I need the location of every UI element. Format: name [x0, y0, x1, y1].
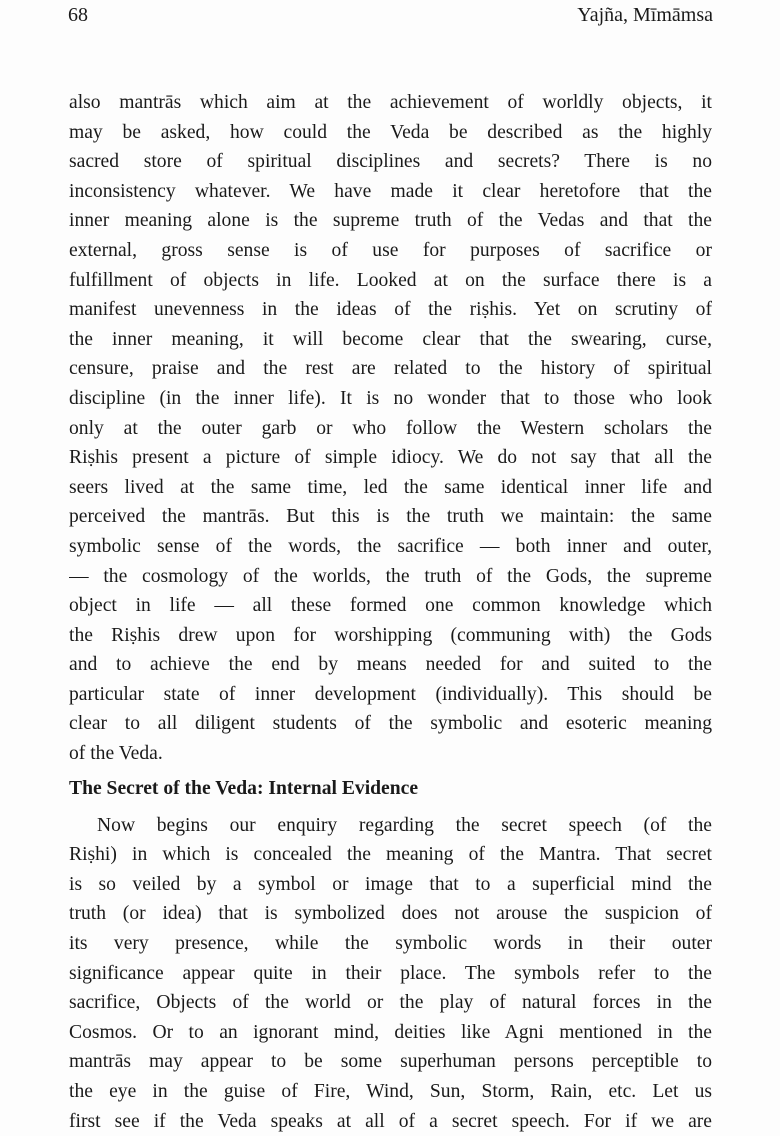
text-line: may be asked, how could the Veda be described as the highly [69, 121, 712, 143]
text-line: of the Veda. [69, 743, 163, 765]
text-line: — the cosmology of the worlds, the truth of the Gods, the supreme [69, 565, 712, 587]
text-line: only at the outer garb or who follow the Western scholars the [69, 417, 712, 439]
text-line: Riṣhi) in which is concealed the meaning of the Mantra. That secret [69, 844, 712, 866]
text-line: fulfillment of objects in life. Looked at on the surface there is a [69, 269, 712, 291]
text-line: manifest unevenness in the ideas of the riṣhis. Yet on scrutiny of [69, 299, 712, 321]
text-line: symbolic sense of the words, the sacrifice — both inner and outer, [69, 535, 712, 557]
text-line: mantrās may appear to be some superhuman persons perceptible to [69, 1051, 712, 1073]
text-line: and to achieve the end by means needed for and suited to the [69, 654, 712, 676]
text-line: inconsistency whatever. We have made it clear heretofore that the [69, 180, 712, 202]
text-line: sacred store of spiritual disciplines and secrets? There is no [69, 151, 712, 173]
page-number: 68 [68, 4, 88, 26]
text-line: discipline (in the inner life). It is no wonder that to those who look [69, 387, 712, 409]
text-line: seers lived at the same time, led the same identical inner life and [69, 476, 712, 498]
running-head [68, 0, 713, 30]
text-line: the inner meaning, it will become clear that the swearing, curse, [69, 328, 712, 350]
text-line: Cosmos. Or to an ignorant mind, deities like Agni mentioned in the [69, 1021, 712, 1043]
text-line: inner meaning alone is the supreme truth of the Vedas and that the [69, 210, 712, 232]
text-line: first see if the Veda speaks at all of a secret speech. For if we are [69, 1110, 712, 1132]
text-line: Now begins our enquiry regarding the secret speech (of the [97, 814, 712, 836]
text-line: significance appear quite in their place. The symbols refer to the [69, 962, 712, 984]
text-line: is so veiled by a symbol or image that to a superficial mind the [69, 873, 712, 895]
text-line: particular state of inner development (individually). This should be [69, 683, 712, 705]
text-line: clear to all diligent students of the symbolic and esoteric meaning [69, 713, 712, 735]
text-line: the eye in the guise of Fire, Wind, Sun, Storm, Rain, etc. Let us [69, 1081, 712, 1102]
text-line: perceived the mantrās. But this is the truth we maintain: the same [69, 506, 712, 528]
text-line: censure, praise and the rest are related to the history of spiritual [69, 358, 712, 380]
running-title: Yajña, Mīmāmsa [577, 4, 713, 26]
text-line: the Riṣhis drew upon for worshipping (communing with) the Gods [69, 624, 712, 646]
section-heading: The Secret of the Veda: Internal Evidence [69, 777, 419, 799]
page-body [69, 88, 712, 1136]
text-line: also mantrās which aim at the achievement of worldly objects, it [69, 92, 712, 113]
paragraph [69, 88, 712, 769]
paragraph [69, 811, 712, 1136]
text-line: Riṣhis present a picture of simple idiocy. We do not say that all the [69, 447, 712, 469]
text-line: its very presence, while the symbolic words in their outer [69, 933, 712, 955]
text-line: sacrifice, Objects of the world or the play of natural forces in the [69, 992, 712, 1014]
text-line: truth (or idea) that is symbolized does not arouse the suspicion of [69, 903, 712, 925]
text-line: external, gross sense is of use for purposes of sacrifice or [69, 239, 712, 261]
text-line: object in life — all these formed one common knowledge which [69, 595, 712, 617]
